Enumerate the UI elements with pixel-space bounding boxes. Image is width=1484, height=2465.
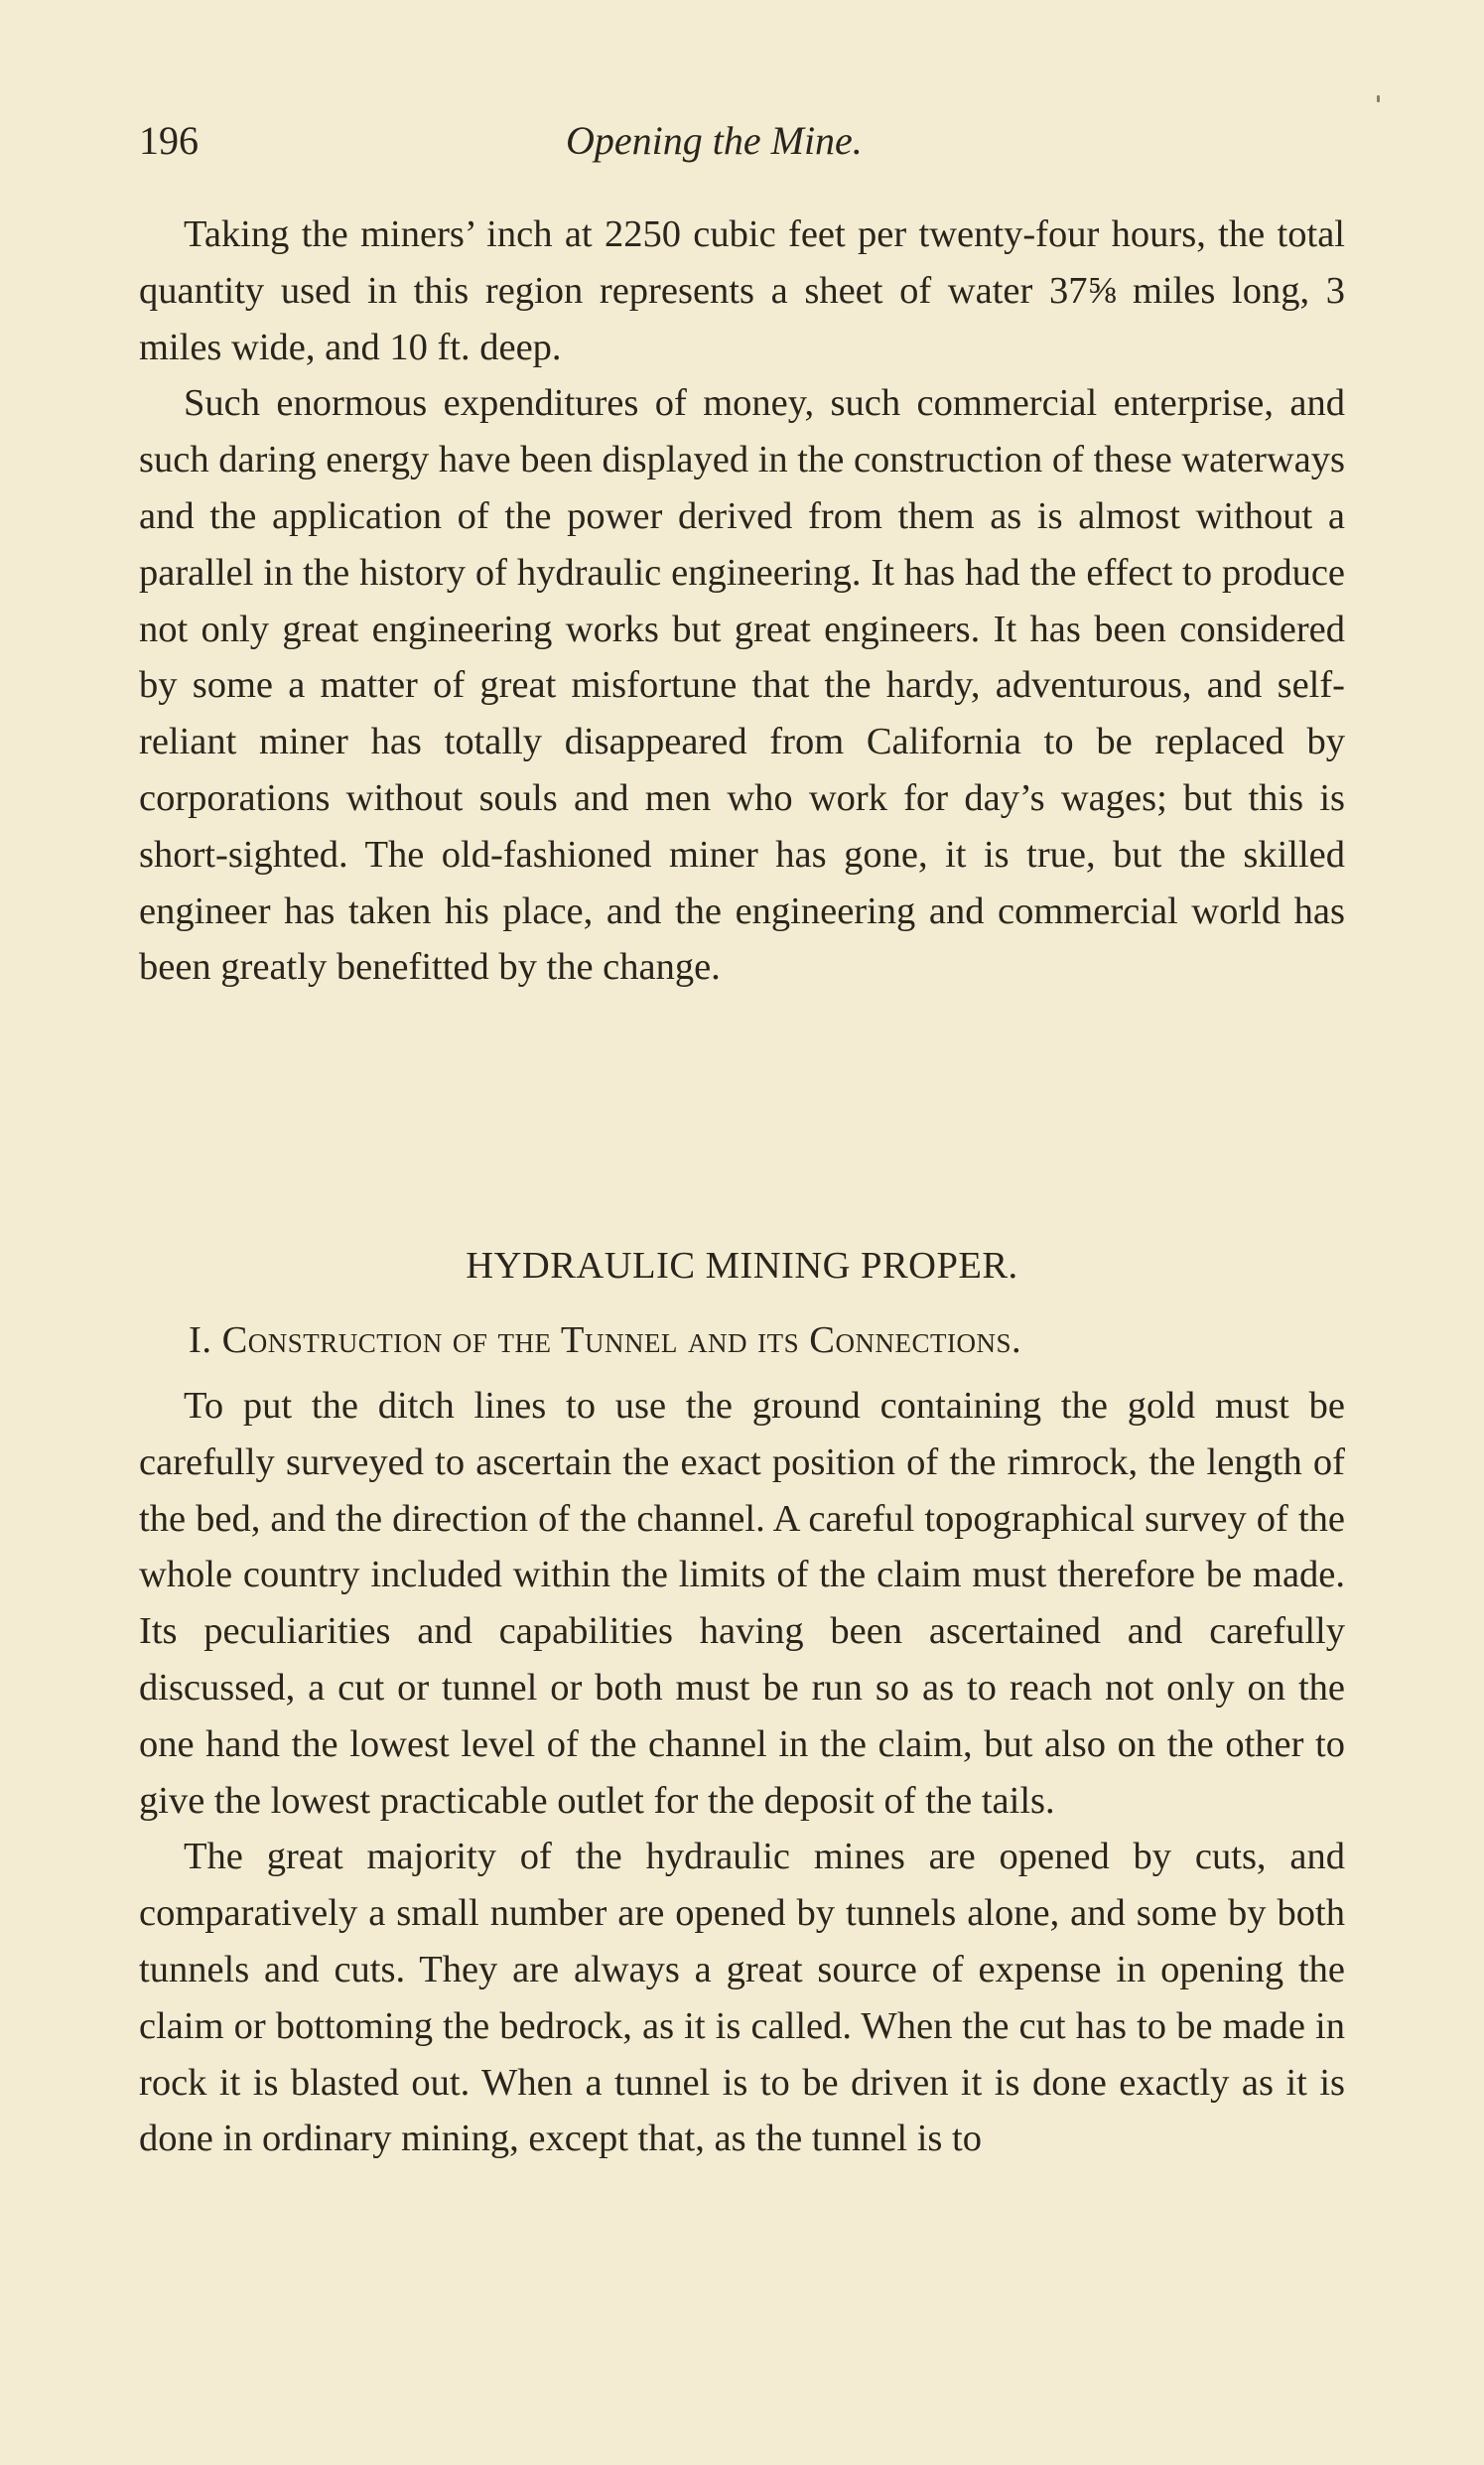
page-number: 196: [139, 118, 199, 163]
paragraph: The great majority of the hydraulic mines are opened by cuts, and comparatively a small number are opened by tunnels alone, and some by both tunnels and cuts. They are always a great source of expense in opening the claim or bottoming the bedrock, as it is called. When the cut has to be made in rock it is blasted out. When a tunnel is to be driven it is done exactly as it is done in ordinary mining, except that, as the tunnel is to: [139, 1836, 1345, 2160]
paragraph: To put the ditch lines to use the ground containing the gold must be carefully surveyed to ascertain the exact position of the rimrock, the length of the bed, and the direction of the channel. A careful topographical survey of the whole country included within the limits of the claim must therefore be made. Its peculiarities and capabilities having been ascertained and carefully discussed, a cut or tunnel or both must be run so as to reach not only on the one hand the lowest level of the channel in the claim, but also on the other to give the lowest practicable outlet for the deposit of the tails.: [139, 1385, 1345, 1822]
paragraph: Such enormous expenditures of money, such commercial enterprise, and such daring energy have been displayed in the construction of these waterways and the application of the power derived from them as is almost without a parallel in the history of hydraulic engineering. It has had the effect to produce not only great engineering works but great engineers. It has been considered by some a matter of great misfortune that the hardy, adventurous, and self-reliant miner has totally disappeared from California to be replaced by corporations without souls and men who work for day’s wages; but this is short-sighted. The old-fashioned miner has gone, it is true, but the skilled engineer has taken his place, and the engineering and commercial world has been greatly benefitted by the change.: [139, 382, 1345, 989]
page-header: [139, 117, 1355, 173]
section-heading: HYDRAULIC MINING PROPER.: [466, 1245, 1018, 1287]
paragraph: Taking the miners’ inch at 2250 cubic feet per twenty-four hours, the total quantity used in this region represents a sheet of water 37⅝ miles long, 3 miles wide, and 10 ft. deep.: [139, 213, 1345, 368]
subsection-heading: I. Construction of the Tunnel and its Connections.: [189, 1319, 1022, 1361]
body-text-top: [139, 206, 1345, 996]
running-head: Opening the Mine.: [566, 118, 863, 163]
body-text-bottom: [139, 1378, 1345, 2167]
page-speck: [1377, 95, 1380, 102]
